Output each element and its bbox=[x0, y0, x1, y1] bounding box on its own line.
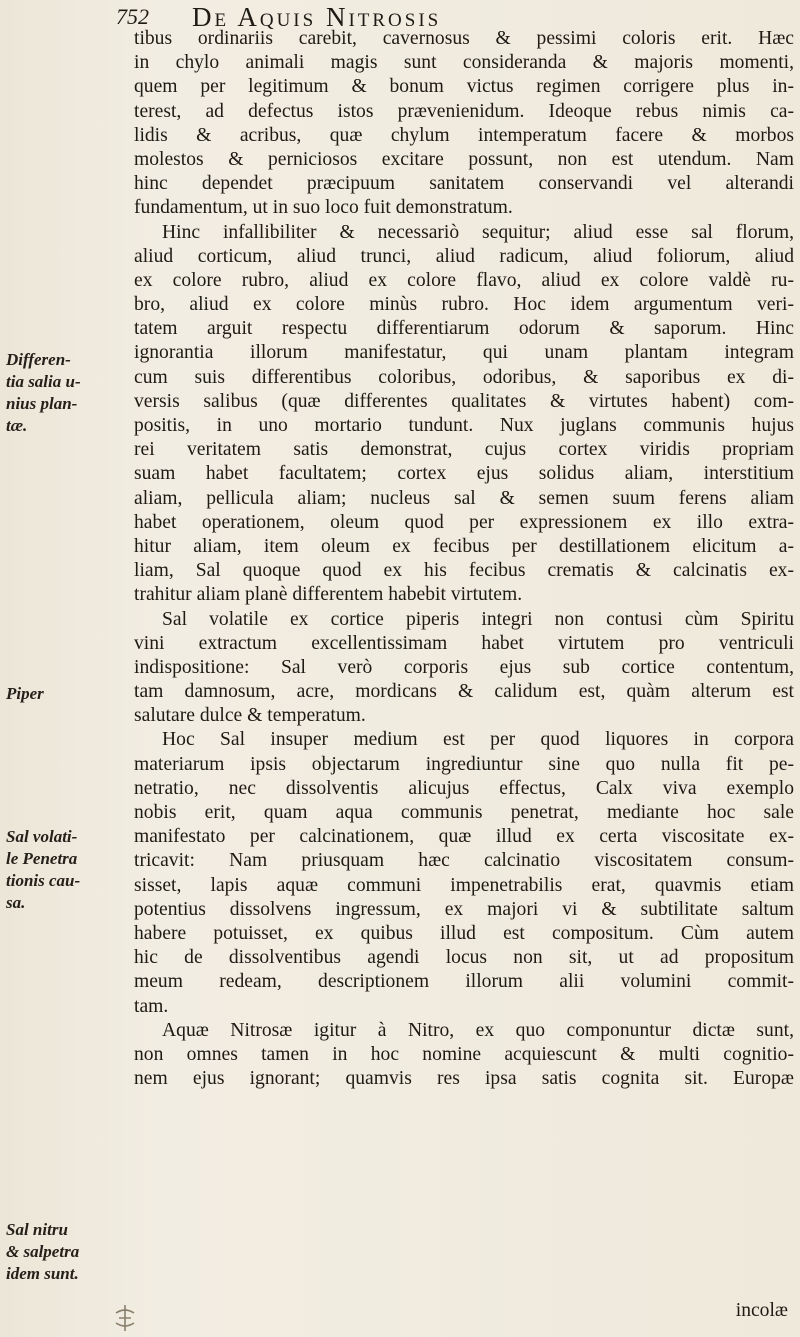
text-line: fundamentum, ut in suo loco fuit demonstratum. bbox=[134, 197, 513, 219]
text-line: tibus ordinariis carebit, cavernosus & pessimi coloris erit. Hæc bbox=[134, 28, 794, 49]
text-line: lidis & acribus, quæ chylum intemperatum facere & morbos bbox=[134, 124, 794, 146]
paragraph-2 bbox=[134, 221, 794, 608]
paragraph-3 bbox=[134, 608, 794, 729]
margin-line: Sal nitru bbox=[6, 1220, 68, 1239]
text-line: cum suis differentibus coloribus, odoribus, & saporibus ex di- bbox=[134, 366, 794, 388]
paragraph-5 bbox=[134, 1019, 794, 1092]
text-line: terest, ad defectus istos prævenienidum. Ideoque rebus nimis ca- bbox=[134, 100, 794, 122]
margin-line: nius plan- bbox=[6, 394, 78, 413]
text-line: positis, in uno mortario tundunt. Nux juglans communis hujus bbox=[134, 415, 794, 436]
margin-line: idem sunt. bbox=[6, 1264, 79, 1283]
text-line: rei veritatem satis demonstrat, cujus cortex viridis propriam bbox=[134, 439, 794, 461]
body-text bbox=[134, 27, 794, 1091]
text-line: liam, Sal quoque quod ex his fecibus crematis & calcinatis ex- bbox=[134, 560, 794, 582]
text-line: Aquæ Nitrosæ igitur à Nitro, ex quo componuntur dictæ sunt, bbox=[162, 1019, 794, 1041]
text-line: ignorantia illorum manifestatur, qui unam plantam integram bbox=[134, 342, 794, 364]
text-line: hinc dependet præcipuum sanitatem conservandi vel alterandi bbox=[134, 173, 794, 195]
text-line: molestos & perniciosos excitare possunt, non est utendum. Nam bbox=[134, 148, 794, 170]
margin-note-sal-volatile bbox=[6, 826, 126, 914]
text-line: potentius dissolvens ingressum, ex majori vi & subtilitate saltum bbox=[134, 898, 794, 920]
text-line: materiarum ipsis objectarum ingrediuntur sine quo nulla fit pe- bbox=[134, 753, 794, 775]
page-number: 752 bbox=[116, 4, 149, 29]
margin-line: sa. bbox=[6, 893, 26, 912]
text-line: trahitur aliam planè differentem habebit virtutem. bbox=[134, 584, 523, 606]
text-line: tam damnosum, acre, mordicans & calidum est, quàm alterum est bbox=[134, 681, 794, 703]
text-line: sisset, lapis aquæ communi impenetrabilis erat, quavmis etiam bbox=[134, 874, 794, 896]
paragraph-4 bbox=[134, 728, 794, 1018]
margin-line: Piper bbox=[6, 684, 44, 703]
text-line: tam. bbox=[134, 995, 169, 1017]
text-line: indispositione: Sal verò corporis ejus sub cortice contentum, bbox=[134, 656, 794, 678]
text-line: nobis erit, quam aqua communis penetrat, mediante hoc sale bbox=[134, 802, 794, 823]
text-line: Hoc Sal insuper medium est per quod liquores in corpora bbox=[162, 729, 794, 751]
margin-line: le Penetra bbox=[6, 849, 78, 868]
text-line: aliud corticum, aliud trunci, aliud radicum, aliud foliorum, aliud bbox=[134, 245, 794, 267]
text-line: habere potuisset, ex quibus illud est compositum. Cùm autem bbox=[134, 922, 794, 944]
text-line: Hinc infallibiliter & necessariò sequitur; aliud esse sal florum, bbox=[162, 221, 794, 243]
text-line: habet operationem, oleum quod per expressionem ex illo extra- bbox=[134, 511, 794, 533]
margin-line: tæ. bbox=[6, 416, 28, 435]
margin-note-differentia bbox=[6, 349, 126, 437]
running-title: De Aquis Nitrosis bbox=[192, 2, 442, 32]
text-line: meum redeam, descriptionem illorum alii volumini commit- bbox=[134, 971, 794, 993]
margin-line: Sal volati- bbox=[6, 827, 78, 846]
paragraph-1 bbox=[134, 27, 794, 221]
margin-line: Differen- bbox=[6, 350, 71, 369]
margin-note-sal-nitrum bbox=[6, 1219, 126, 1285]
text-line: vini extractum excellentissimam habet virtutem pro ventriculi bbox=[134, 632, 794, 654]
text-line: tatem arguit respectu differentiarum odorum & saporum. Hinc bbox=[134, 318, 794, 340]
text-line: salutare dulce & temperatum. bbox=[134, 705, 366, 727]
text-line: bro, aliud ex colore minùs rubro. Hoc idem argumentum veri- bbox=[134, 294, 794, 316]
text-line: in chylo animali magis sunt consideranda & majoris momenti, bbox=[134, 52, 794, 74]
text-line: Sal volatile ex cortice piperis integri non contusi cùm Spiritu bbox=[162, 608, 794, 630]
text-line: versis salibus (quæ differentes qualitates & virtutes habent) com- bbox=[134, 390, 794, 412]
margin-line: & salpetra bbox=[6, 1242, 80, 1261]
text-line: tricavit: Nam priusquam hæc calcinatio viscositatem consum- bbox=[134, 850, 794, 872]
text-line: netratio, nec dissolventis alicujus effectus, Calx viva exemplo bbox=[134, 777, 794, 799]
text-line: suam habet facultatem; cortex ejus solidus aliam, interstitium bbox=[134, 463, 794, 485]
text-line: quem per legitimum & bonum victus regimen corrigere plus in- bbox=[134, 76, 794, 98]
text-line: hic de dissolventibus agendi locus non sit, ut ad propositum bbox=[134, 947, 794, 969]
catchword: incolæ bbox=[735, 1300, 788, 1321]
text-line: ex colore rubro, aliud ex colore flavo, aliud ex colore valdè ru- bbox=[134, 269, 794, 291]
text-line: manifestato per calcinationem, quæ illud ex certa viscositate ex- bbox=[134, 826, 794, 848]
text-line: hitur aliam, item oleum ex fecibus per destillationem elicitum a- bbox=[134, 535, 794, 557]
text-line: non omnes tamen in hoc nomine acquiescunt & multi cognitio- bbox=[134, 1043, 794, 1065]
margin-line: tionis cau- bbox=[6, 871, 81, 890]
margin-line: tia salia u- bbox=[6, 372, 81, 391]
text-line: aliam, pellicula aliam; nucleus sal & semen suum ferens aliam bbox=[134, 487, 794, 509]
printers-ornament-icon bbox=[112, 1303, 138, 1333]
text-line: nem ejus ignorant; quamvis res ipsa satis cognita sit. Europæ bbox=[134, 1068, 794, 1090]
margin-note-piper bbox=[6, 683, 126, 705]
